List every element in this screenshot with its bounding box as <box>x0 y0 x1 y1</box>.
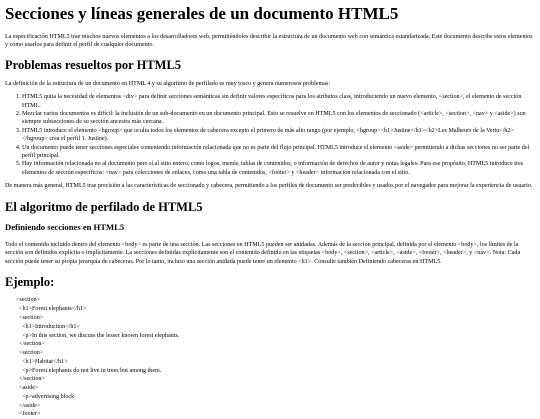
problems-closing: De manera más general, HTML5 trae precisión a las características de seccionado y cabecera, permitiendo a los perfiles de documento ser predecibles y usados por el navegador para mejorar la experiencia de usuario. <box>5 183 533 190</box>
list-item: 2. Mezclar varios documentos es difícil: la inclusión de un sub-documento en un documento principal. Esto se resuelve en HTML5 con los elementos de seccionado (<article>, <section>, <nav> y <aside>) son siempre subsecciones de su sección ancestra más cercana. <box>22 110 535 127</box>
defining-sections-heading: Definiendo secciones en HTML5 <box>5 221 125 232</box>
example-code-block: <section> <h1>Forest elephants</h1> <section> <h1>Introduction</h1> <p>In this section, we discuss the lesser known forest elephants. </section> <section> <h1>Habitat</h1> <p>Forest elephants do not live in trees but among them. </section> <aside> <p>advertising block </aside> <footer> <box>16 297 180 418</box>
intro-paragraph: La especificación HTML5 trae muchos nuevos elementos a los desarrolladores web, permitiéndoles describir la estructura de un documento web con semántica estandarizada. Este documento describe estos elementos y cómo usarlos para definir el perfil de cualquier documento. <box>5 33 533 48</box>
list-item: 1. HTML5 quita la necesidad de elementos <div> para definir secciones semánticas sin definir valores específicos para los atributos class, introduciendo un nuevo elemento, <section>, el elemento de sección HTML. <box>22 93 535 110</box>
list-item: 4. Un documento puede tener secciones especiales conteniendo información relacionada que no es parte del flujo principal. HTML5 introduce el elemento <aside> permitiendo a dichas secciones no ser parte del perfil principal. <box>22 144 535 161</box>
page-title: Secciones y líneas generales de un documento HTML5 <box>5 4 399 23</box>
problems-heading: Problemas resueltos por HTML5 <box>5 58 182 73</box>
algorithm-heading: El algoritmo de perfilado de HTML5 <box>5 199 203 214</box>
list-item: 5. Hay información relacionada no al documento pero sí al sitio entero, como logos, menús, tablas de contenidos, o información de derechos de autor y notas legales. Para ese propósito, HTML5 introduce tres elementos de sección específicos: <nav> para colecciones de enlaces, como una tabla de contenidos, <footer> y <header> información relacionada con el sitio. <box>22 160 535 177</box>
problems-lead: La definición de la estructura de un documento en HTML 4 y su algoritmo de perfilado es muy tosco y genera numerosos problemas: <box>5 80 331 87</box>
example-heading: Ejemplo: <box>5 275 55 290</box>
list-item: 3. HTML5 introduce el elemento <hgroup> que oculta todos los elementos de cabecera excepto el primero de más alto rango (por ejemplo, <hgroup><h1>Justine</h1><h2>Les Malheurs de la Vertu</h2></hgroup> crea el perfil 1. Justine). <box>22 127 535 144</box>
problems-list <box>5 93 535 177</box>
algorithm-body: Todo el contenido incluido dentro del elemento <body> es parte de una sección. Las secciones en HTML5 pueden ser anidadas. Además de la sección principal, definida por el elemento <body>, los límites de la sección son definidos explícita o implícitamente. La secciones definidas explícitamente son el contenido definido en las etiquetas <body>, <section>, <article>, <aside>, <footer>, <header>, y <nav>. Nota: Cada sección puede tener su propia jerarquía de cabeceras. Por lo tanto, incluso una sección anidada puede tener un elemento <h1>. Consulte también Definiendo cabeceras en HTML5. <box>5 241 521 265</box>
